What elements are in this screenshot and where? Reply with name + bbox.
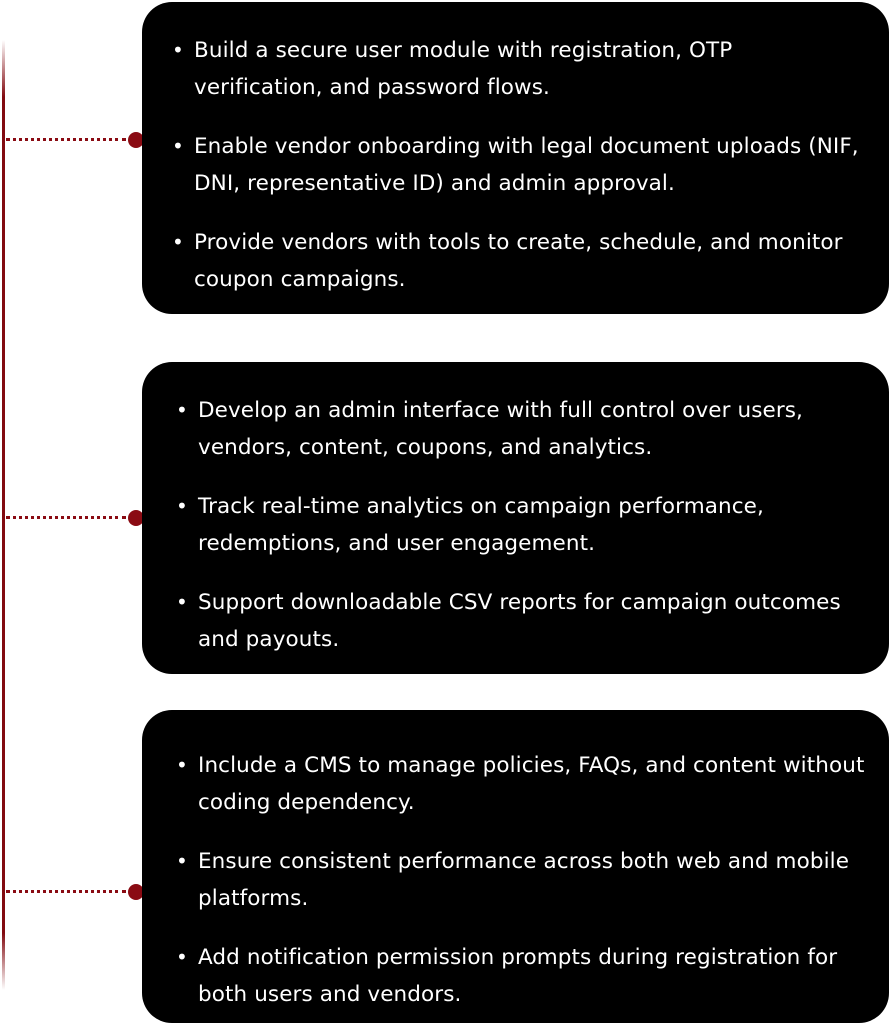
bullet-icon: • bbox=[172, 134, 184, 158]
list-item-text: Support downloadable CSV reports for campaign outcomes and payouts. bbox=[198, 590, 841, 652]
timeline-connector bbox=[6, 138, 126, 141]
bullet-list bbox=[176, 747, 865, 1013]
bullet-icon: • bbox=[176, 398, 188, 422]
timeline-connector bbox=[6, 890, 126, 893]
list-item bbox=[172, 32, 865, 106]
list-item-text: Enable vendor onboarding with legal document uploads (NIF, DNI, representative ID) and admin approval. bbox=[194, 134, 859, 196]
timeline-card bbox=[142, 362, 889, 674]
list-item bbox=[176, 584, 865, 658]
list-item-text: Develop an admin interface with full control over users, vendors, content, coupons, and analytics. bbox=[198, 398, 803, 460]
bullet-icon: • bbox=[172, 230, 184, 254]
list-item bbox=[176, 392, 865, 466]
bullet-icon: • bbox=[176, 753, 188, 777]
list-item-text: Ensure consistent performance across both web and mobile platforms. bbox=[198, 849, 850, 911]
timeline-line bbox=[2, 40, 5, 990]
list-item bbox=[176, 843, 865, 917]
bullet-icon: • bbox=[176, 945, 188, 969]
list-item bbox=[172, 224, 865, 298]
timeline-card bbox=[142, 710, 889, 1023]
list-item-text: Track real-time analytics on campaign performance, redemptions, and user engagement. bbox=[198, 494, 764, 556]
list-item bbox=[176, 939, 865, 1013]
bullet-list bbox=[176, 392, 865, 658]
list-item-text: Add notification permission prompts during registration for both users and vendors. bbox=[198, 945, 838, 1007]
list-item bbox=[176, 488, 865, 562]
bullet-icon: • bbox=[176, 849, 188, 873]
bullet-icon: • bbox=[176, 590, 188, 614]
bullet-icon: • bbox=[176, 494, 188, 518]
list-item bbox=[172, 128, 865, 202]
list-item-text: Provide vendors with tools to create, schedule, and monitor coupon campaigns. bbox=[194, 230, 843, 292]
list-item-text: Include a CMS to manage policies, FAQs, and content without coding dependency. bbox=[198, 753, 865, 815]
timeline-connector bbox=[6, 516, 126, 519]
bullet-list bbox=[172, 32, 865, 298]
list-item bbox=[176, 747, 865, 821]
list-item-text: Build a secure user module with registration, OTP verification, and password flows. bbox=[194, 38, 733, 100]
bullet-icon: • bbox=[172, 38, 184, 62]
timeline-card bbox=[142, 2, 889, 314]
